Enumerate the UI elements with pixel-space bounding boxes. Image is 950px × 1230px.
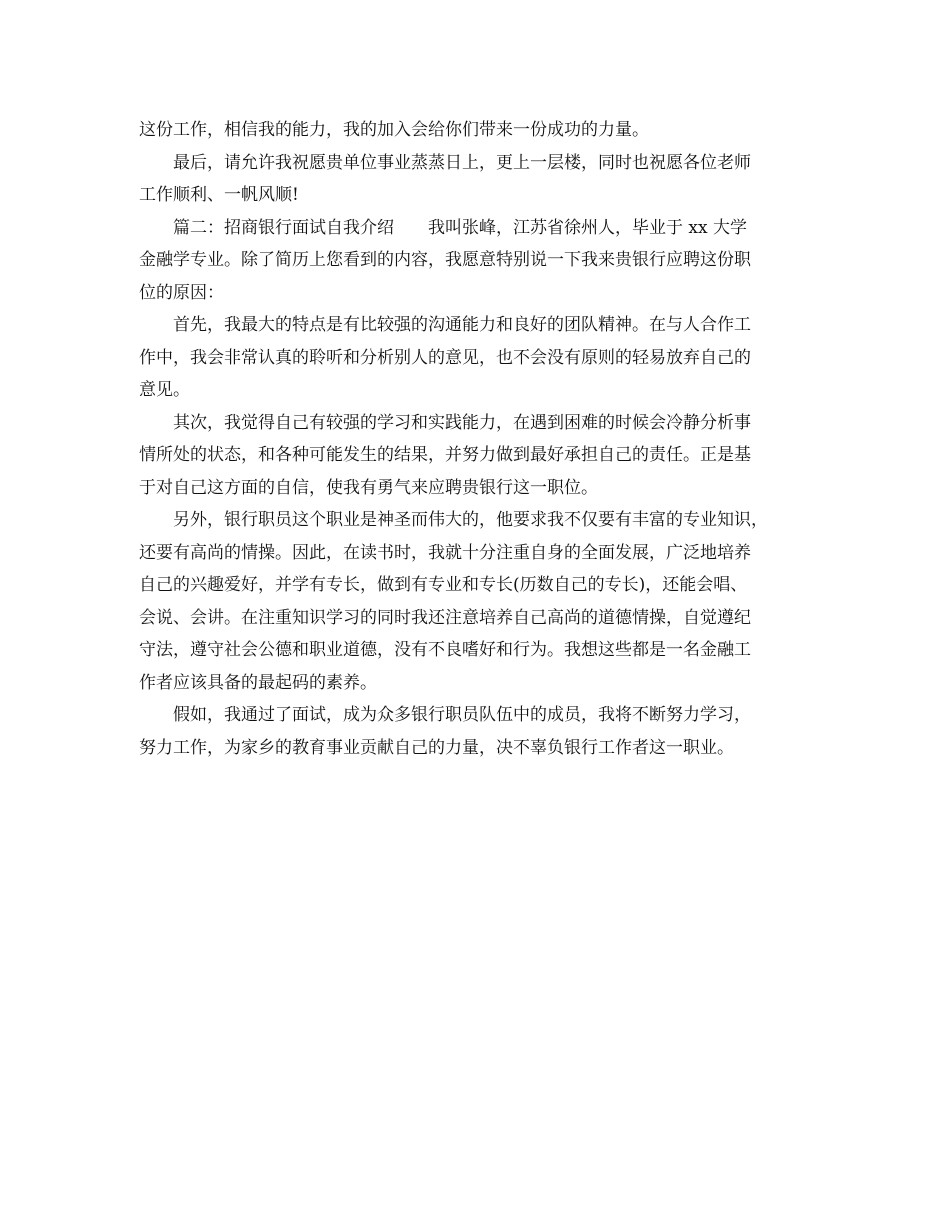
text-line: 意见。 (139, 380, 190, 400)
text-line: 最后，请允许我祝愿贵单位事业蒸蒸日上，更上一层楼，同时也祝愿各位老师 (173, 152, 751, 173)
text-line: 位的原因： (139, 282, 224, 303)
text-line: 会说、会讲。在注重知识学习的同时我还注意培养自己高尚的道德情操，自觉遵纪 (139, 607, 751, 628)
text-line: 金融学专业。除了简历上您看到的内容，我愿意特别说一下我来贵银行应聘这份职 (139, 250, 751, 270)
text-line: 另外，银行职员这个职业是神圣而伟大的，他要求我不仅要有丰富的专业知识， (173, 510, 768, 530)
section-heading-line: 篇二：招商银行面试自我介绍 我叫张峰，江苏省徐州人，毕业于 xx 大学 (173, 217, 747, 238)
text-line: 这份工作，相信我的能力，我的加入会给你们带来一份成功的力量。 (139, 120, 649, 140)
text-line: 自己的兴趣爱好，并学有专长，做到有专业和专长(历数自己的专长)，还能会唱、 (139, 575, 748, 595)
text-line: 努力工作，为家乡的教育事业贡献自己的力量，决不辜负银行工作者这一职业。 (139, 737, 734, 758)
text-line: 作者应该具备的最起码的素养。 (139, 672, 377, 693)
text-line: 假如，我通过了面试，成为众多银行职员队伍中的成员，我将不断努力学习， (173, 705, 751, 725)
text-line: 守法，遵守社会公德和职业道德，没有不良嗜好和行为。我想这些都是一名金融工 (139, 640, 751, 660)
text-line: 还要有高尚的情操。因此，在读书时，我就十分注重自身的全面发展，广泛地培养 (139, 542, 751, 563)
text-line: 作中，我会非常认真的聆听和分析别人的意见，也不会没有原则的轻易放弃自己的 (139, 347, 751, 368)
text-line: 其次，我觉得自己有较强的学习和实践能力，在遇到困难的时候会冷静分析事 (173, 412, 751, 433)
text-line: 于对自己这方面的自信，使我有勇气来应聘贵银行这一职位。 (139, 477, 598, 498)
text-line: 首先，我最大的特点是有比较强的沟通能力和良好的团队精神。在与人合作工 (173, 315, 751, 335)
text-line: 情所处的状态，和各种可能发生的结果，并努力做到最好承担自己的责任。正是基 (139, 445, 751, 465)
document-body (139, 114, 814, 764)
text-line: 工作顺利、一帆风顺! (139, 185, 299, 205)
